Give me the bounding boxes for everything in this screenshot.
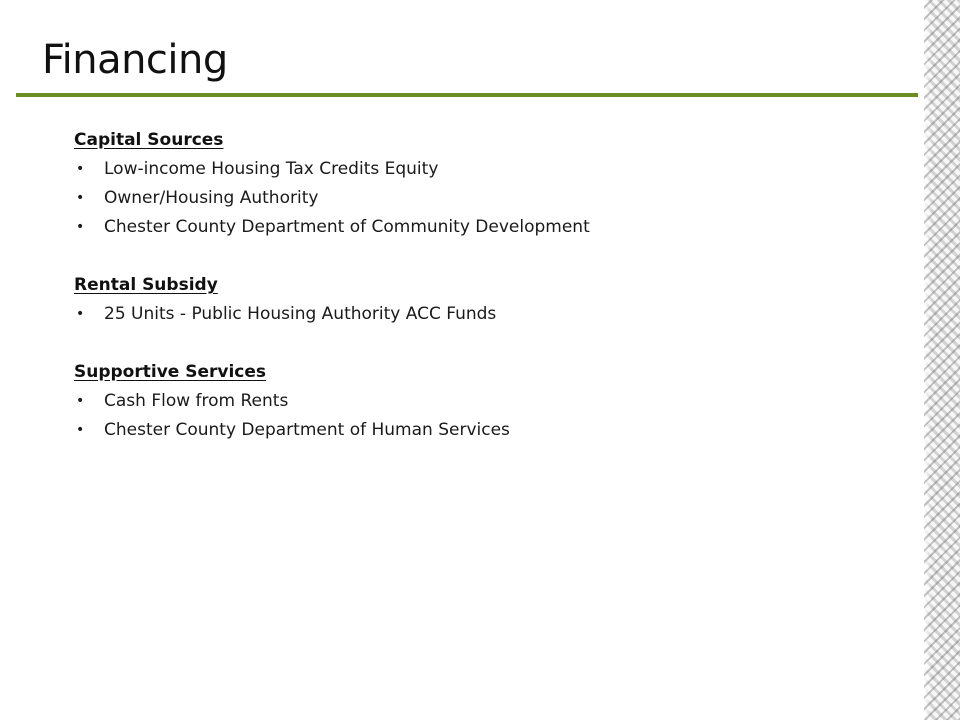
slide-content xyxy=(74,126,894,474)
side-shade-decoration xyxy=(924,0,960,720)
bullet-icon: • xyxy=(76,219,85,235)
list-item xyxy=(74,155,894,184)
list-item-text: Owner/Housing Authority xyxy=(104,188,319,208)
list-item-text: Low-income Housing Tax Credits Equity xyxy=(104,159,439,179)
list-item-text: Cash Flow from Rents xyxy=(104,391,289,411)
section-rental-subsidy xyxy=(74,271,894,329)
list-item-text: Chester County Department of Human Services xyxy=(104,420,510,440)
section-heading: Capital Sources xyxy=(74,130,224,150)
bullet-icon: • xyxy=(76,422,85,438)
list-item xyxy=(74,213,894,242)
bullet-list xyxy=(74,155,894,242)
list-item xyxy=(74,300,894,329)
list-item-text: 25 Units - Public Housing Authority ACC Funds xyxy=(104,304,497,324)
list-item xyxy=(74,184,894,213)
list-item-text: Chester County Department of Community Development xyxy=(104,217,590,237)
bullet-list xyxy=(74,387,894,445)
list-item xyxy=(74,387,894,416)
title-divider xyxy=(16,93,918,97)
section-capital-sources xyxy=(74,126,894,242)
bullet-icon: • xyxy=(76,190,85,206)
bullet-icon: • xyxy=(76,161,85,177)
bullet-list xyxy=(74,300,894,329)
bullet-icon: • xyxy=(76,393,85,409)
bullet-icon: • xyxy=(76,306,85,322)
section-supportive-services xyxy=(74,358,894,445)
list-item xyxy=(74,416,894,445)
section-heading: Rental Subsidy xyxy=(74,275,218,295)
slide-title: Financing xyxy=(42,37,228,83)
section-heading: Supportive Services xyxy=(74,362,267,382)
